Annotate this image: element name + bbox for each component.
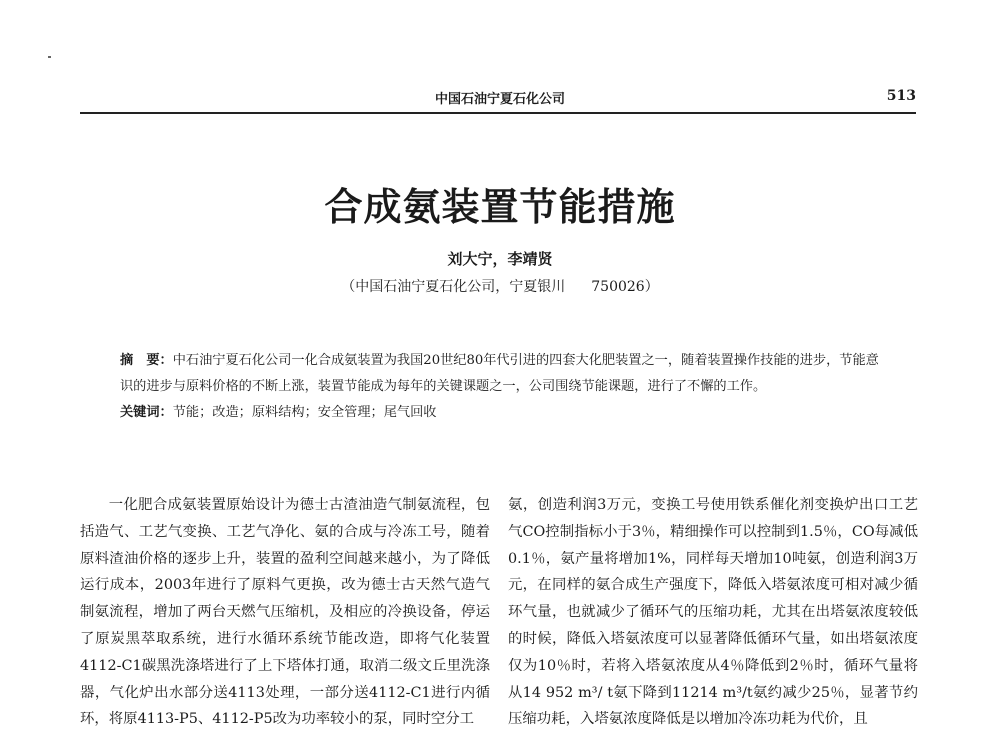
affiliation-line: [0, 276, 1000, 296]
journal-name: 中国石油宁夏石化公司: [434, 92, 565, 107]
abstract-block: [120, 348, 890, 426]
header-rule: [80, 112, 916, 114]
body-paragraph-continued: 氨，创造利润3万元，变换工号使用铁系催化剂变换炉出口工艺气CO控制指标小于3％，精细操作可以控制到1.5％，CO每减低0.1％，氨产量将增加1%，同样每天增加10吨氨，创造利润3万元，在同样的氨合成生产强度下，降低入塔氨浓度可相对减少循环气量，也就减少了循环气的压缩功耗，尤其在出塔氨浓度较低的时候，降低入塔氨浓度可以显著降低循环气量，如出塔氨浓度仅为10％时，若将入塔氨浓度从4％降低到2％时，循环气量将从14 952 m³/ t氨下降到11214 m³/t氨约减少25％，显著节约压缩功耗，入塔氨浓度降低是以增加冷冻功耗为代价，且: [508, 497, 918, 728]
affiliation-zip: 750026）: [591, 279, 659, 295]
page-number: 513: [886, 88, 916, 104]
affiliation-org: （中国石油宁夏石化公司，宁夏银川: [341, 279, 566, 295]
body-column-left: [80, 492, 490, 733]
author-line: 刘大宁，李靖贤: [447, 250, 553, 268]
body-paragraph: 一化肥合成氨装置原始设计为德士古渣油造气制氨流程，包括造气、工艺气变换、工艺气净化、氨的合成与冷冻工号，随着原料渣油价格的逐步上升，装置的盈利空间越来越小，为了降低运行成本，2003年进行了原料气更换，改为德士古天然气造气制氨流程，增加了两台天燃气压缩机，及相应的冷换设备，停运了原炭黑萃取系统，进行水循环系统节能改造，即将气化装置4112-C1碳黑洗涤塔进行了上下塔体打通，取消二级文丘里洗涤器，气化炉出水部分送4113处理，一部分送4112-C1进行内循环，将原4113-P5、4112-P5改为功率较小的泵，同时空分工: [80, 497, 490, 728]
abstract-text: 中石油宁夏石化公司一化合成氨装置为我国20世纪80年代引进的四套大化肥装置之一，随着装置操作技能的进步，节能意识的进步与原料价格的不断上涨，装置节能成为每年的关键课题之一，公司围绕节能课题，进行了不懈的工作。: [120, 353, 879, 394]
keywords-label: 关键词：: [120, 405, 173, 420]
body-column-right: [508, 492, 918, 733]
running-header: [0, 88, 1000, 108]
keywords-text: 节能；改造；原料结构；安全管理；尾气回收: [172, 405, 437, 420]
abstract: [120, 348, 890, 400]
keywords: [120, 400, 890, 426]
scan-speck: [48, 56, 51, 58]
article-title: 合成氨装置节能措施: [324, 184, 676, 229]
abstract-label: 摘 要：: [120, 353, 173, 368]
